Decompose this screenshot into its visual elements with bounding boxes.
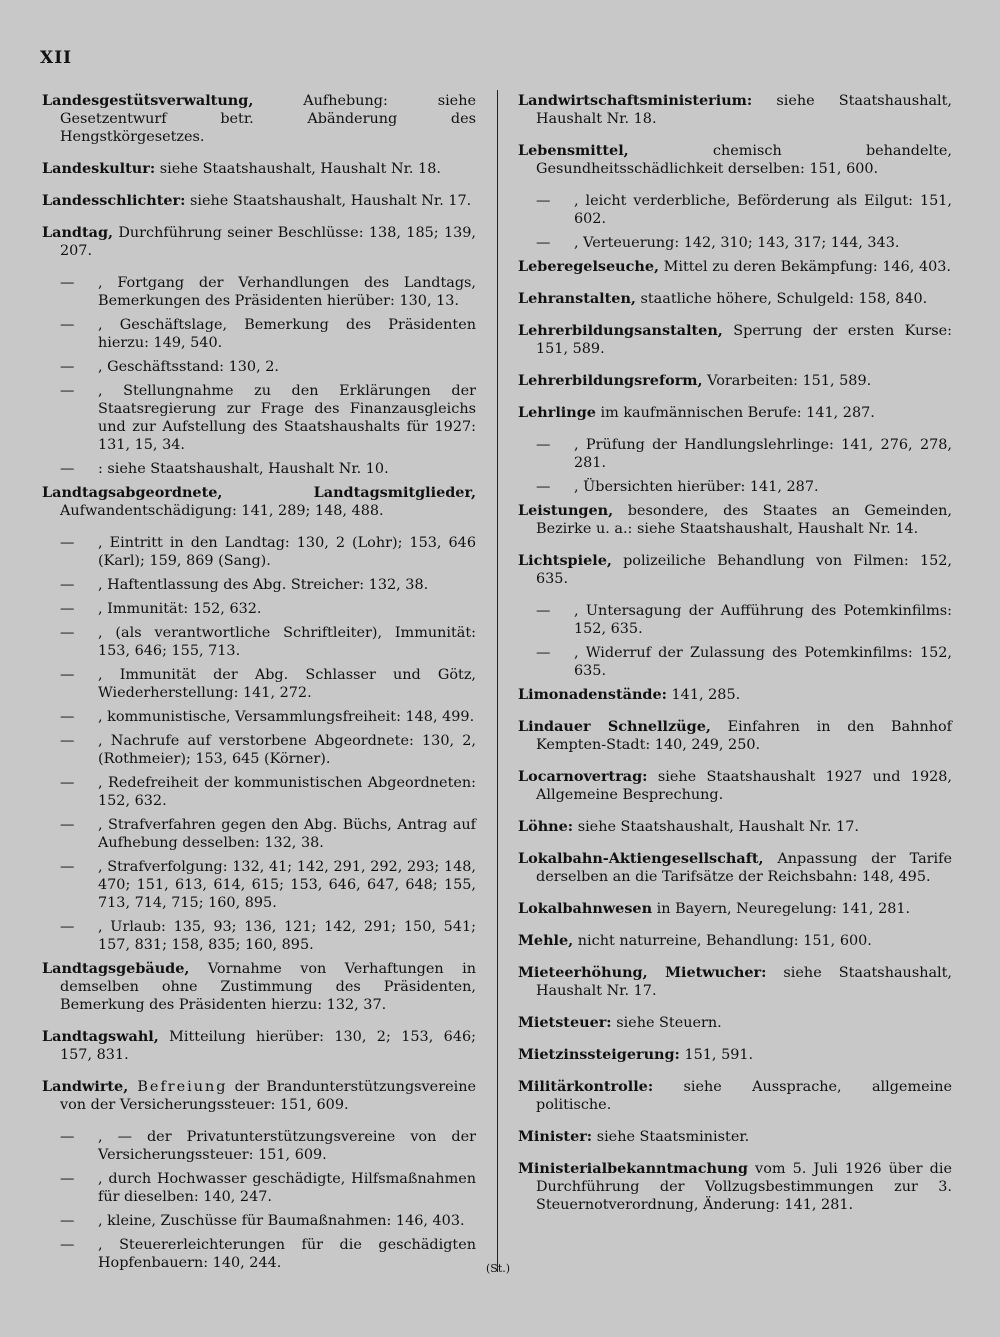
entry-text: 141, 285. [666, 687, 741, 703]
index-subentry [518, 234, 952, 252]
index-subentry [42, 918, 476, 954]
index-entry [518, 932, 952, 950]
index-entry [518, 718, 952, 754]
subentry-dash: — [60, 625, 75, 641]
index-subentry [42, 382, 476, 454]
index-subentry [42, 1128, 476, 1164]
index-subentry [42, 732, 476, 768]
entry-headword: Mietsteuer: [518, 1014, 612, 1031]
subentry-text: , Übersichten hierüber: 141, 287. [574, 479, 819, 495]
subentry-text: , Strafverfahren gegen den Abg. Büchs, Antrag auf Aufhebung desselben: 132, 38. [98, 817, 476, 851]
subentry-text: , — der Privatunterstützungsvereine von der Versicherungssteuer: 151, 609. [98, 1129, 476, 1163]
index-entry [518, 290, 952, 308]
entry-headword: Mietzinssteigerung: [518, 1046, 680, 1063]
subentry-dash: — [536, 193, 551, 209]
entry-text: im kaufmännischen Berufe: 141, 287. [595, 405, 875, 421]
entry-text: Sperrung der ersten Kurse: 151, 589. [536, 323, 952, 357]
subentry-text: , Prüfung der Handlungslehrlinge: 141, 276, 278, 281. [574, 437, 952, 471]
entry-headword: Locarnovertrag: [518, 768, 648, 785]
entry-headword: Landesgestütsverwaltung, [42, 92, 254, 109]
index-entry [518, 92, 952, 128]
entry-headword: Lehrerbildungsanstalten, [518, 322, 723, 339]
index-entry [518, 1160, 952, 1214]
entry-text: siehe Staatsminister. [592, 1129, 750, 1145]
entry-text: nicht naturreine, Behandlung: 151, 600. [573, 933, 872, 949]
entry-spaced-word: Befreiung [128, 1079, 228, 1095]
index-entry [518, 1014, 952, 1032]
subentry-text: , Strafverfolgung: 132, 41; 142, 291, 292, 293; 148, 470; 151, 613, 614, 615; 153, 646, 647, 648; 155, 713, 714, 715; 160, 895. [98, 859, 476, 911]
index-entry [518, 142, 952, 178]
subentry-dash: — [60, 733, 75, 749]
entry-text: in Bayern, Neuregelung: 141, 281. [652, 901, 911, 917]
index-entry [518, 900, 952, 918]
subentry-text: , Untersagung der Aufführung des Potemkinfilms: 152, 635. [574, 603, 952, 637]
subentry-dash: — [536, 479, 551, 495]
entry-headword: Landwirte, [42, 1078, 129, 1095]
entry-headword: Mieteerhöhung, Mietwucher: [518, 964, 767, 981]
index-subentry [42, 1236, 476, 1272]
entry-text: besondere, des Staates an Gemeinden, Bezirke u. a.: siehe Staatshaushalt, Haushalt Nr. 14. [536, 503, 952, 537]
index-entry [518, 964, 952, 1000]
subentry-dash: — [60, 577, 75, 593]
index-subentry [42, 576, 476, 594]
index-entry [518, 686, 952, 704]
index-entry [518, 1046, 952, 1064]
entry-headword: Ministerialbekanntmachung [518, 1160, 748, 1177]
subentry-dash: — [60, 1213, 75, 1229]
index-entry [42, 484, 476, 520]
entry-headword: Landtagsabgeordnete, Landtagsmitglieder, [42, 484, 476, 501]
entry-headword: Militärkontrolle: [518, 1078, 654, 1095]
index-entry [42, 92, 476, 146]
subentry-text: , Stellungnahme zu den Erklärungen der Staatsregierung zur Frage des Finanzausgleichs und zur Aufstellung des Staatshaushalts für 1927: 131, 15, 34. [98, 383, 476, 453]
index-entry [518, 768, 952, 804]
subentry-text: : siehe Staatshaushalt, Haushalt Nr. 10. [98, 461, 389, 477]
subentry-text: , Fortgang der Verhandlungen des Landtags, Bemerkungen des Präsidenten hierüber: 130, 13. [98, 275, 476, 309]
index-subentry [42, 316, 476, 352]
index-entry [42, 192, 476, 210]
index-subentry [42, 666, 476, 702]
index-entry [42, 1078, 476, 1114]
subentry-dash: — [60, 275, 75, 291]
subentry-text: , Steuererleichterungen für die geschädigten Hopfenbauern: 140, 244. [98, 1237, 476, 1271]
index-entry [518, 372, 952, 390]
entry-text: siehe Steuern. [611, 1015, 722, 1031]
entry-text: siehe Staatshaushalt, Haushalt Nr. 17. [185, 193, 472, 209]
index-entry [518, 552, 952, 588]
index-entry [518, 322, 952, 358]
entry-text: Vornahme von Verhaftungen in demselben ohne Zustimmung des Präsidenten, Bemerkung des Präsidenten hierzu: 132, 37. [60, 961, 476, 1013]
index-subentry [518, 644, 952, 680]
index-entry [518, 1128, 952, 1146]
index-subentry [42, 600, 476, 618]
index-subentry [42, 274, 476, 310]
entry-text: Mittel zu deren Bekämpfung: 146, 403. [659, 259, 951, 275]
page-number: XII [40, 48, 73, 68]
entry-headword: Landesschlichter: [42, 192, 186, 209]
subentry-text: , Immunität der Abg. Schlasser und Götz, Wiederherstellung: 141, 272. [98, 667, 476, 701]
index-entry [518, 258, 952, 276]
entry-headword: Leistungen, [518, 502, 614, 519]
entry-text: Durchführung seiner Beschlüsse: 138, 185; 139, 207. [60, 225, 476, 259]
entry-text: siehe Staatshaushalt, Haushalt Nr. 18. [155, 161, 441, 177]
subentry-dash: — [60, 667, 75, 683]
subentry-text: , (als verantwortliche Schriftleiter), Immunität: 153, 646; 155, 713. [98, 625, 476, 659]
subentry-text: , Geschäftslage, Bemerkung des Präsidenten hierzu: 149, 540. [98, 317, 476, 351]
entry-headword: Minister: [518, 1128, 593, 1145]
entry-headword: Leberegelseuche, [518, 258, 660, 275]
entry-headword: Mehle, [518, 932, 574, 949]
subentry-text: , Redefreiheit der kommunistischen Abgeordneten: 152, 632. [98, 775, 476, 809]
subentry-dash: — [60, 601, 75, 617]
entry-text: staatliche höhere, Schulgeld: 158, 840. [635, 291, 928, 307]
index-entry [42, 160, 476, 178]
subentry-dash: — [60, 709, 75, 725]
subentry-text: , Verteuerung: 142, 310; 143, 317; 144, 343. [574, 235, 900, 251]
subentry-dash: — [60, 317, 75, 333]
subentry-dash: — [536, 235, 551, 251]
index-subentry [518, 436, 952, 472]
index-subentry [42, 1212, 476, 1230]
entry-headword: Lokalbahn-Aktiengesellschaft, [518, 850, 764, 867]
subentry-dash: — [60, 461, 75, 477]
subentry-dash: — [60, 775, 75, 791]
index-subentry [518, 602, 952, 638]
subentry-dash: — [536, 437, 551, 453]
index-subentry [42, 708, 476, 726]
entry-headword: Lichtspiele, [518, 552, 612, 569]
subentry-dash: — [60, 1129, 75, 1145]
entry-text: Anpassung der Tarife derselben an die Tarifsätze der Reichsbahn: 148, 495. [536, 851, 952, 885]
index-subentry [42, 816, 476, 852]
column-divider [497, 90, 498, 1272]
subentry-text: , Geschäftsstand: 130, 2. [98, 359, 279, 375]
index-subentry [42, 624, 476, 660]
index-subentry [42, 774, 476, 810]
entry-headword: Lindauer Schnellzüge, [518, 718, 711, 735]
entry-text: polizeiliche Behandlung von Filmen: 152, 635. [536, 553, 952, 587]
subentry-dash: — [60, 535, 75, 551]
index-subentry [518, 192, 952, 228]
entry-headword: Limonadenstände: [518, 686, 667, 703]
entry-text: Aufwandentschädigung: 141, 289; 148, 488. [60, 503, 384, 519]
index-entry [42, 224, 476, 260]
subentry-text: , kommunistische, Versammlungsfreiheit: 148, 499. [98, 709, 475, 725]
subentry-dash: — [60, 817, 75, 833]
subentry-text: , Eintritt in den Landtag: 130, 2 (Lohr); 153, 646 (Karl); 159, 869 (Sang). [98, 535, 476, 569]
entry-headword: Lehrlinge [518, 404, 596, 421]
footer-mark: (St.) [486, 1262, 511, 1275]
entry-headword: Landtagswahl, [42, 1028, 159, 1045]
subentry-dash: — [60, 1237, 75, 1253]
entry-text: Vorarbeiten: 151, 589. [702, 373, 872, 389]
subentry-text: , Urlaub: 135, 93; 136, 121; 142, 291; 150, 541; 157, 831; 158, 835; 160, 895. [98, 919, 476, 953]
index-entry [42, 960, 476, 1014]
entry-headword: Lebensmittel, [518, 142, 629, 159]
entry-headword: Lehranstalten, [518, 290, 636, 307]
entry-text: siehe Aussprache, allgemeine politische. [536, 1079, 952, 1113]
index-entry [42, 1028, 476, 1064]
index-subentry [42, 460, 476, 478]
index-entry [518, 502, 952, 538]
subentry-dash: — [60, 359, 75, 375]
subentry-dash: — [60, 919, 75, 935]
index-subentry [42, 1170, 476, 1206]
entry-text: Aufhebung: siehe Gesetzentwurf betr. Abänderung des Hengstkörgesetzes. [60, 93, 476, 145]
entry-text: Einfahren in den Bahnhof Kempten-Stadt: 140, 249, 250. [536, 719, 952, 753]
entry-text: chemisch behandelte, Gesundheitsschädlichkeit derselben: 151, 600. [536, 143, 952, 177]
subentry-text: , Immunität: 152, 632. [98, 601, 262, 617]
entry-text: siehe Staatshaushalt 1927 und 1928, Allgemeine Besprechung. [536, 769, 952, 803]
subentry-text: , Nachrufe auf verstorbene Abgeordnete: 130, 2, (Rothmeier); 153, 645 (Körner). [98, 733, 476, 767]
index-subentry [42, 358, 476, 376]
index-entry [518, 850, 952, 886]
subentry-dash: — [536, 645, 551, 661]
index-subentry [42, 534, 476, 570]
subentry-text: , Haftentlassung des Abg. Streicher: 132, 38. [98, 577, 429, 593]
entry-headword: Lokalbahnwesen [518, 900, 653, 917]
subentry-text: , kleine, Zuschüsse für Baumaßnahmen: 146, 403. [98, 1213, 465, 1229]
index-entry [518, 818, 952, 836]
entry-headword: Landeskultur: [42, 160, 156, 177]
left-column [42, 92, 476, 1278]
entry-headword: Löhne: [518, 818, 574, 835]
subentry-dash: — [60, 383, 75, 399]
index-subentry [42, 858, 476, 912]
index-subentry [518, 478, 952, 496]
index-entry [518, 404, 952, 422]
subentry-dash: — [60, 859, 75, 875]
entry-text: Mitteilung hierüber: 130, 2; 153, 646; 157, 831. [60, 1029, 476, 1063]
entry-text: vom 5. Juli 1926 über die Durchführung der Vollzugsbestimmungen zur 3. Steuernotverordnung, Änderung: 141, 281. [536, 1161, 952, 1213]
entry-text: der Brandunterstützungsvereine von der Versicherungssteuer: 151, 609. [60, 1079, 476, 1113]
right-column [518, 92, 952, 1228]
index-entry [518, 1078, 952, 1114]
subentry-dash: — [60, 1171, 75, 1187]
entry-headword: Landwirtschaftsministerium: [518, 92, 753, 109]
subentry-text: , leicht verderbliche, Beförderung als Eilgut: 151, 602. [574, 193, 952, 227]
entry-headword: Lehrerbildungsreform, [518, 372, 703, 389]
entry-text: siehe Staatshaushalt, Haushalt Nr. 17. [573, 819, 859, 835]
subentry-text: , Widerruf der Zulassung des Potemkinfilms: 152, 635. [574, 645, 952, 679]
entry-text: siehe Staatshaushalt, Haushalt Nr. 17. [536, 965, 953, 999]
subentry-dash: — [536, 603, 551, 619]
entry-text: 151, 591. [679, 1047, 754, 1063]
subentry-text: , durch Hochwasser geschädigte, Hilfsmaßnahmen für dieselben: 140, 247. [98, 1171, 476, 1205]
entry-headword: Landtag, [42, 224, 114, 241]
entry-headword: Landtagsgebäude, [42, 960, 190, 977]
entry-text: siehe Staatshaushalt, Haushalt Nr. 18. [536, 93, 952, 127]
